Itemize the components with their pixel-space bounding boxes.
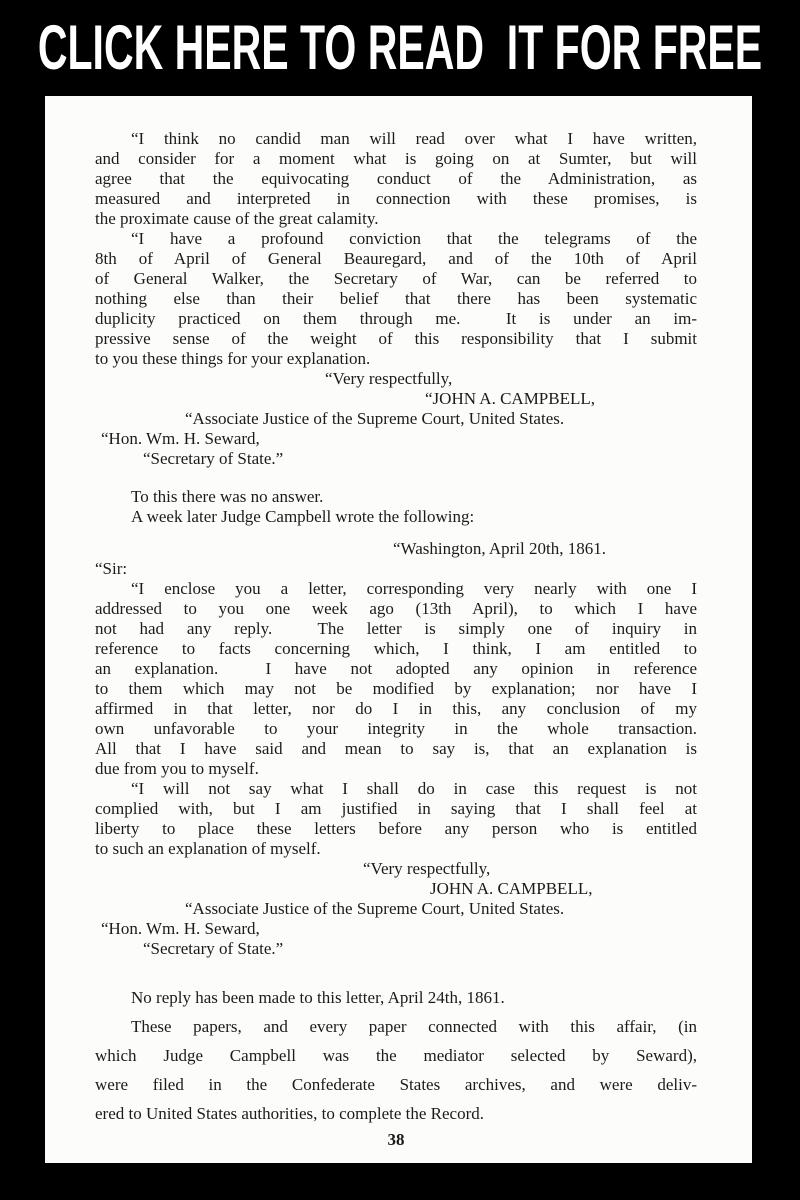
text-line: To this there was no answer.: [131, 487, 324, 506]
text-line: No reply has been made to this letter, April 24th, 1861.: [131, 988, 505, 1007]
text-line: 8th of April of General Beauregard, and of the 10th of April: [95, 249, 697, 268]
text-line: to such an explanation of myself.: [95, 839, 321, 858]
text-line: “Very respectfully,: [325, 369, 453, 388]
text-line: own unfavorable to your integrity in the whole transaction.: [95, 719, 697, 738]
line-gap: [95, 527, 697, 539]
text-line: were filed in the Confederate States archives, and were deliv-: [95, 1075, 697, 1094]
text-line: nothing else than their belief that there has been systematic: [95, 289, 697, 308]
line-gap: [95, 959, 697, 979]
text-line: which Judge Campbell was the mediator selected by Seward),: [95, 1046, 697, 1065]
text-line: JOHN A. CAMPBELL,: [430, 879, 593, 898]
text-line: to them which may not be modified by explanation; nor have I: [95, 679, 697, 698]
text-line: “Sir:: [95, 559, 128, 578]
text-line: “I enclose you a letter, corresponding very nearly with one I: [131, 579, 697, 598]
text-line: an explanation. I have not adopted any opinion in reference: [95, 659, 697, 678]
text-line: “I have a profound conviction that the telegrams of the: [131, 229, 697, 248]
text-line: the proximate cause of the great calamity.: [95, 209, 379, 228]
text-line: not had any reply. The letter is simply one of inquiry in: [95, 619, 697, 638]
text-line: “Hon. Wm. H. Seward,: [101, 429, 260, 448]
text-line: addressed to you one week ago (13th April), to which I have: [95, 599, 697, 618]
text-line: due from you to myself.: [95, 759, 259, 778]
text-line: “I will not say what I shall do in case this request is not: [131, 779, 697, 798]
banner-label: CLICK HERE TO READ IT FOR FREE: [37, 12, 763, 84]
text-line: to you these things for your explanation.: [95, 349, 371, 368]
text-line: “Hon. Wm. H. Seward,: [101, 919, 260, 938]
book-page: [45, 96, 752, 1163]
text-line: reference to facts concerning which, I think, I am entitled to: [95, 639, 697, 658]
text-line: “Associate Justice of the Supreme Court, United States.: [185, 899, 565, 918]
text-line: “Associate Justice of the Supreme Court, United States.: [185, 409, 565, 428]
text-line: A week later Judge Campbell wrote the following:: [131, 507, 475, 526]
text-line: “Secretary of State.”: [143, 449, 284, 468]
text-line: agree that the equivocating conduct of the Administration, as: [95, 169, 697, 188]
text-line: “Secretary of State.”: [143, 939, 284, 958]
text-line: “JOHN A. CAMPBELL,: [425, 389, 596, 408]
text-line: measured and interpreted in connection with these promises, is: [95, 189, 697, 208]
text-line: and consider for a moment what is going on at Sumter, but will: [95, 149, 697, 168]
text-line: These papers, and every paper connected with this affair, (in: [131, 1017, 697, 1036]
text-line: complied with, but I am justified in saying that I shall feel at: [95, 799, 697, 818]
text-line: pressive sense of the weight of this responsibility that I submit: [95, 329, 697, 348]
text-line: “Very respectfully,: [363, 859, 491, 878]
line-gap: [95, 469, 697, 487]
page-number: 38: [387, 1130, 405, 1149]
text-line: “I think no candid man will read over what I have written,: [131, 129, 697, 148]
text-line: of General Walker, the Secretary of War, can be referred to: [95, 269, 697, 288]
text-line: “Washington, April 20th, 1861.: [393, 539, 607, 558]
banner-link[interactable]: [0, 0, 800, 96]
text-line: All that I have said and mean to say is, that an explanation is: [95, 739, 697, 758]
text-line: affirmed in that letter, nor do I in this, any conclusion of my: [95, 699, 697, 718]
text-line: duplicity practiced on them through me. It is under an im-: [95, 309, 697, 328]
text-line: liberty to place these letters before any person who is entitled: [95, 819, 697, 838]
page-text: [95, 129, 697, 1124]
text-line: ered to United States authorities, to complete the Record.: [95, 1104, 484, 1123]
